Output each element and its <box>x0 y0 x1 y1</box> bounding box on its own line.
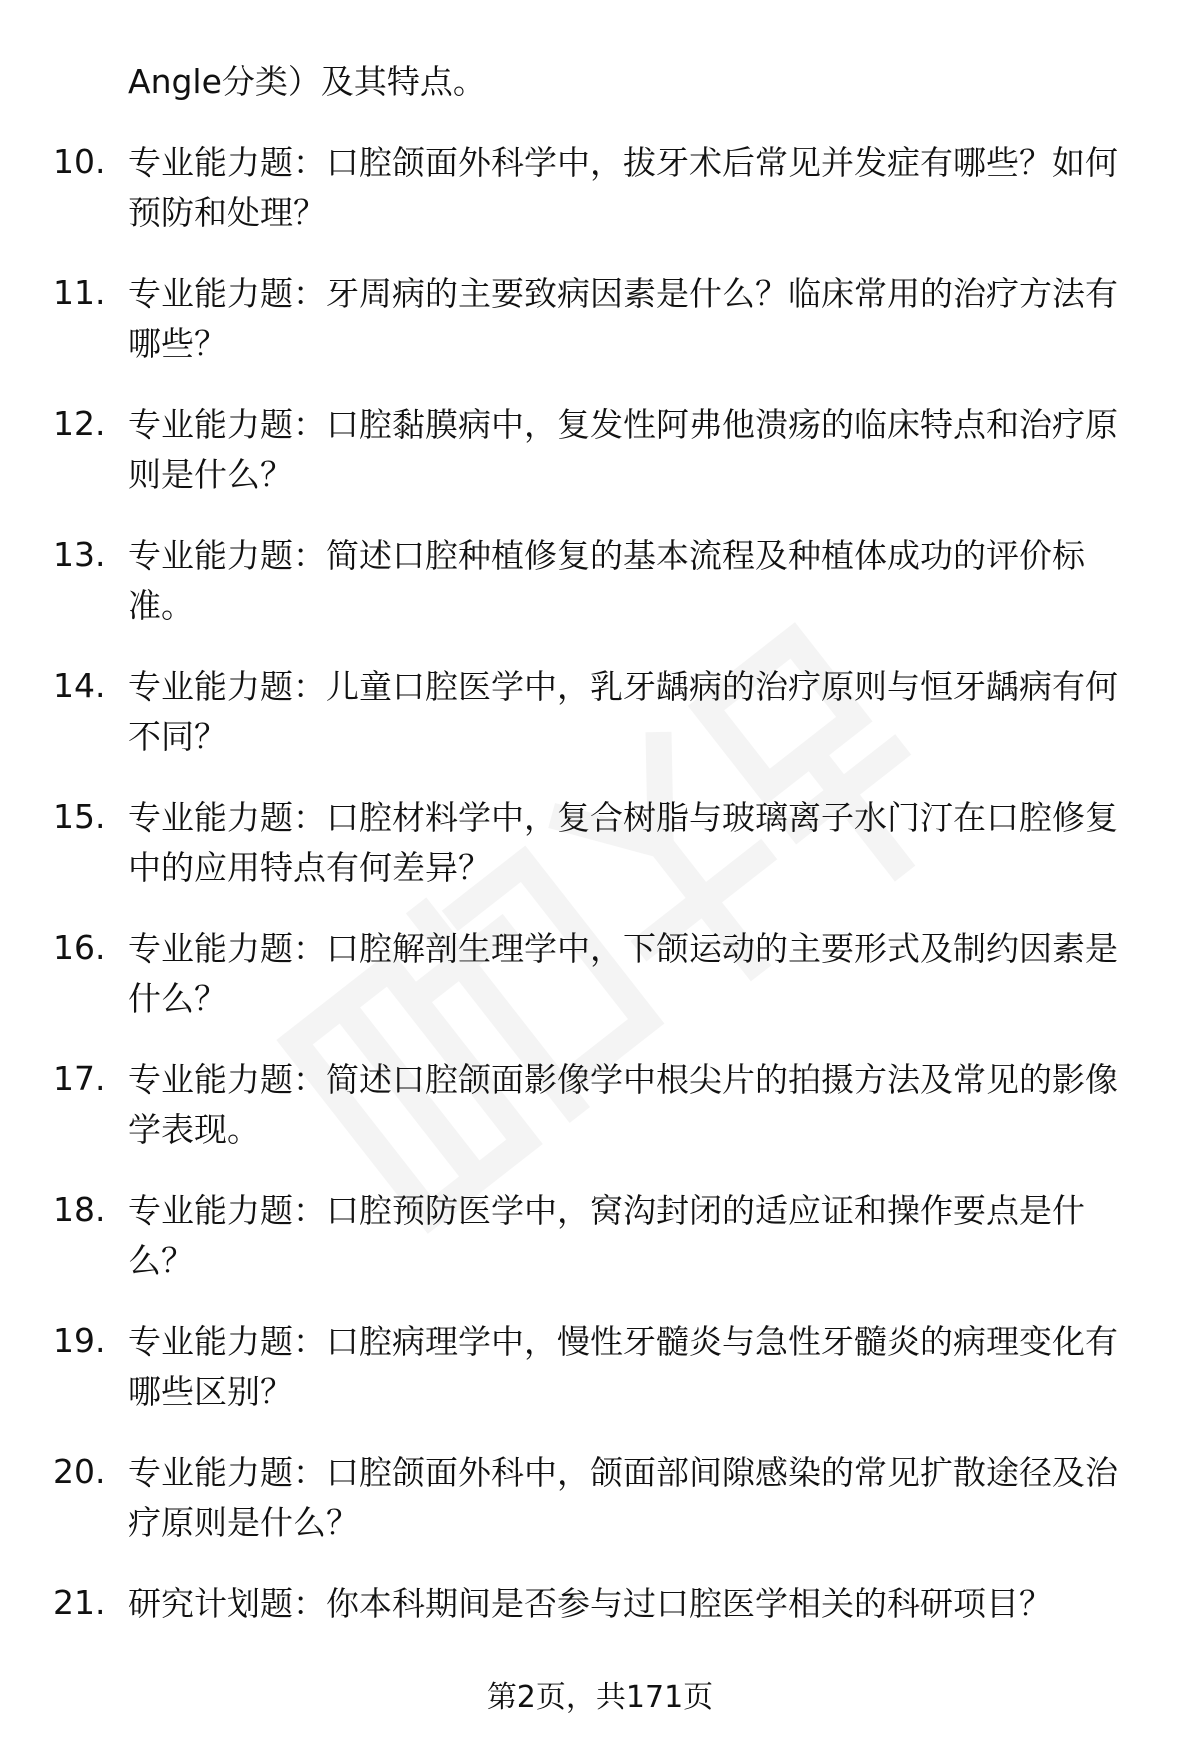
question-number: 10. <box>53 142 106 181</box>
question-text: 专业能力题：简述口腔颌面影像学中根尖片的拍摄方法及常见的影像学表现。 <box>128 1060 1118 1149</box>
question-number: 21. <box>53 1583 106 1622</box>
question-item <box>0 126 1200 257</box>
question-text: 专业能力题：口腔解剖生理学中，下颌运动的主要形式及制约因素是什么？ <box>128 929 1118 1018</box>
question-number: 14. <box>53 666 106 705</box>
question-item <box>0 1305 1200 1436</box>
question-text: 专业能力题：口腔黏膜病中，复发性阿弗他溃疡的临床特点和治疗原则是什么？ <box>128 405 1118 494</box>
question-text: 专业能力题：口腔颌面外科中，颌面部间隙感染的常见扩散途径及治疗原则是什么？ <box>128 1453 1118 1542</box>
question-text: 专业能力题：口腔颌面外科学中，拔牙术后常见并发症有哪些？如何预防和处理？ <box>128 143 1118 232</box>
question-item <box>0 1174 1200 1305</box>
question-item <box>0 1043 1200 1174</box>
question-text: 专业能力题：口腔预防医学中，窝沟封闭的适应证和操作要点是什么？ <box>128 1191 1085 1280</box>
question-item <box>0 781 1200 912</box>
question-text: 专业能力题：简述口腔种植修复的基本流程及种植体成功的评价标准。 <box>128 536 1085 625</box>
question-list <box>0 126 1200 1698</box>
question-item <box>0 1436 1200 1567</box>
question-item <box>0 650 1200 781</box>
question-text: 专业能力题：儿童口腔医学中，乳牙龋病的治疗原则与恒牙龋病有何不同？ <box>128 667 1118 756</box>
question-number: 18. <box>53 1190 106 1229</box>
question-number: 12. <box>53 404 106 443</box>
question-item <box>0 388 1200 519</box>
question-text: 专业能力题：牙周病的主要致病因素是什么？临床常用的治疗方法有哪些？ <box>128 274 1118 363</box>
question-number: 20. <box>53 1452 106 1491</box>
question-text: 专业能力题：口腔材料学中，复合树脂与玻璃离子水门汀在口腔修复中的应用特点有何差异？ <box>128 798 1118 887</box>
question-text: 研究计划题：你本科期间是否参与过口腔医学相关的科研项目？ <box>128 1584 1052 1623</box>
question-item <box>0 519 1200 650</box>
question-number: 17. <box>53 1059 106 1098</box>
page-footer: 第2页，共171页 <box>486 1680 714 1715</box>
question-number: 19. <box>53 1321 106 1360</box>
continued-question-text: Angle分类）及其特点。 <box>128 62 486 101</box>
question-number: 13. <box>53 535 106 574</box>
question-text: 专业能力题：口腔病理学中，慢性牙髓炎与急性牙髓炎的病理变化有哪些区别？ <box>128 1322 1118 1411</box>
question-number: 15. <box>53 797 106 836</box>
question-number: 16. <box>53 928 106 967</box>
question-item <box>0 257 1200 388</box>
question-number: 11. <box>53 273 106 312</box>
question-item <box>0 912 1200 1043</box>
